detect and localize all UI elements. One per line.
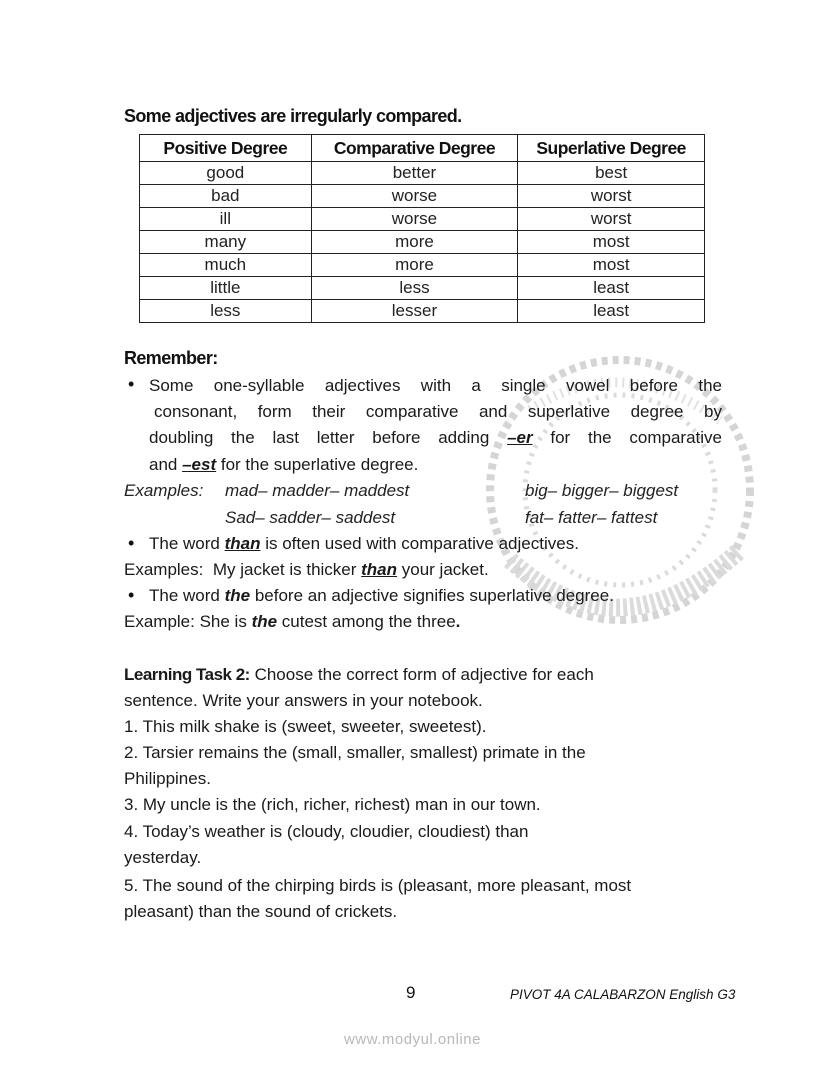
rule1-line1: Some one-syllable adjectives with a single vowel before the — [149, 376, 722, 395]
examples-label: Examples: — [124, 481, 204, 500]
example-fat: fat– fatter– fattest — [525, 508, 658, 527]
the-word: the — [251, 612, 278, 631]
task-intro — [124, 662, 724, 688]
rule1-text: and — [149, 455, 183, 474]
rule3 — [149, 583, 614, 609]
rule3-example-period: . — [455, 612, 461, 631]
rule1-text: doubling the last letter before adding — [149, 428, 508, 447]
table-cell: bad — [140, 185, 312, 208]
task-item: 5. The sound of the chirping birds is (pleasant, more pleasant, most — [124, 876, 632, 895]
table-cell: good — [140, 162, 312, 185]
table-cell: lesser — [311, 300, 518, 323]
table-cell: little — [140, 277, 312, 300]
rule1-text: for the superlative degree. — [216, 455, 419, 474]
table-cell: much — [140, 254, 312, 277]
table-cell: most — [518, 231, 705, 254]
table-cell: better — [311, 162, 518, 185]
example-big: big– bigger– biggest — [525, 481, 679, 500]
task-item: pleasant) than the sound of crickets. — [124, 902, 398, 921]
table-cell: least — [518, 277, 705, 300]
rule3-text: before an adjective signifies superlative degree. — [250, 586, 614, 605]
table-header-row — [140, 135, 705, 162]
table-row — [140, 231, 705, 254]
table-cell: less — [140, 300, 312, 323]
table-cell: worse — [311, 208, 518, 231]
table-cell: more — [311, 254, 518, 277]
rule2 — [149, 531, 579, 557]
watermark-text: www.modyul.online — [344, 1031, 481, 1048]
rule1-line4 — [149, 452, 418, 478]
rule2-text: is often used with comparative adjectives. — [260, 534, 579, 553]
example-mad: mad– madder– maddest — [225, 481, 410, 500]
table-cell: most — [518, 254, 705, 277]
table-cell: least — [518, 300, 705, 323]
er-suffix: –er — [507, 428, 533, 447]
rule3-text: The word — [149, 586, 225, 605]
rule3-example-text: Example: She is — [124, 612, 252, 631]
remember-heading: Remember: — [124, 348, 218, 368]
est-suffix: –est — [182, 455, 217, 474]
table-cell: ill — [140, 208, 312, 231]
task-intro-line2: sentence. Write your answers in your notebook. — [124, 691, 483, 710]
rule3-example — [124, 609, 460, 635]
task-item: 4. Today’s weather is (cloudy, cloudier, cloudiest) than — [124, 822, 529, 841]
table-cell: less — [311, 277, 518, 300]
bullet-icon: • — [128, 374, 135, 394]
table-cell: best — [518, 162, 705, 185]
than-word: than — [361, 560, 398, 579]
table-row — [140, 162, 705, 185]
section-heading: Some adjectives are irregularly compared. — [124, 106, 462, 126]
table-row — [140, 185, 705, 208]
example-sad: Sad– sadder– saddest — [225, 508, 396, 527]
task-intro-text: Choose the correct form of adjective for each — [249, 665, 594, 684]
task-item: Philippines. — [124, 769, 211, 788]
rule3-example-text: cutest among the three — [277, 612, 456, 631]
rule2-example-label: Examples: — [124, 560, 204, 579]
task-item: yesterday. — [124, 848, 202, 867]
than-word: than — [224, 534, 261, 553]
rule2-text: The word — [149, 534, 225, 553]
rule1-text: for the comparative — [532, 428, 722, 447]
rule2-example — [124, 557, 489, 583]
rule1-line2: consonant, form their comparative and superlative degree by — [154, 402, 722, 421]
rule2-example-text: your jacket. — [397, 560, 489, 579]
bullet-icon: • — [128, 533, 135, 553]
table-row — [140, 277, 705, 300]
task-item: 3. My uncle is the (rich, richer, richest) man in our town. — [124, 795, 541, 814]
table-row — [140, 208, 705, 231]
column-header: Comparative Degree — [311, 135, 518, 162]
task-item: 1. This milk shake is (sweet, sweeter, sweetest). — [124, 717, 487, 736]
table-cell: more — [311, 231, 518, 254]
table-row — [140, 254, 705, 277]
the-word: the — [224, 586, 251, 605]
table-row — [140, 300, 705, 323]
column-header: Positive Degree — [140, 135, 312, 162]
degrees-table — [139, 134, 705, 323]
table-cell: many — [140, 231, 312, 254]
task-item: 2. Tarsier remains the (small, smaller, smallest) primate in the — [124, 743, 586, 762]
bullet-icon: • — [128, 585, 135, 605]
task-label: Learning Task 2: — [124, 665, 250, 684]
footer-title: PIVOT 4A CALABARZON English G3 — [510, 987, 736, 1002]
table-cell: worst — [518, 185, 705, 208]
page-number: 9 — [406, 983, 416, 1002]
rule1-line3 — [149, 425, 722, 451]
table-cell: worse — [311, 185, 518, 208]
rule2-example-text: My jacket is thicker — [212, 560, 362, 579]
column-header: Superlative Degree — [518, 135, 705, 162]
table-cell: worst — [518, 208, 705, 231]
